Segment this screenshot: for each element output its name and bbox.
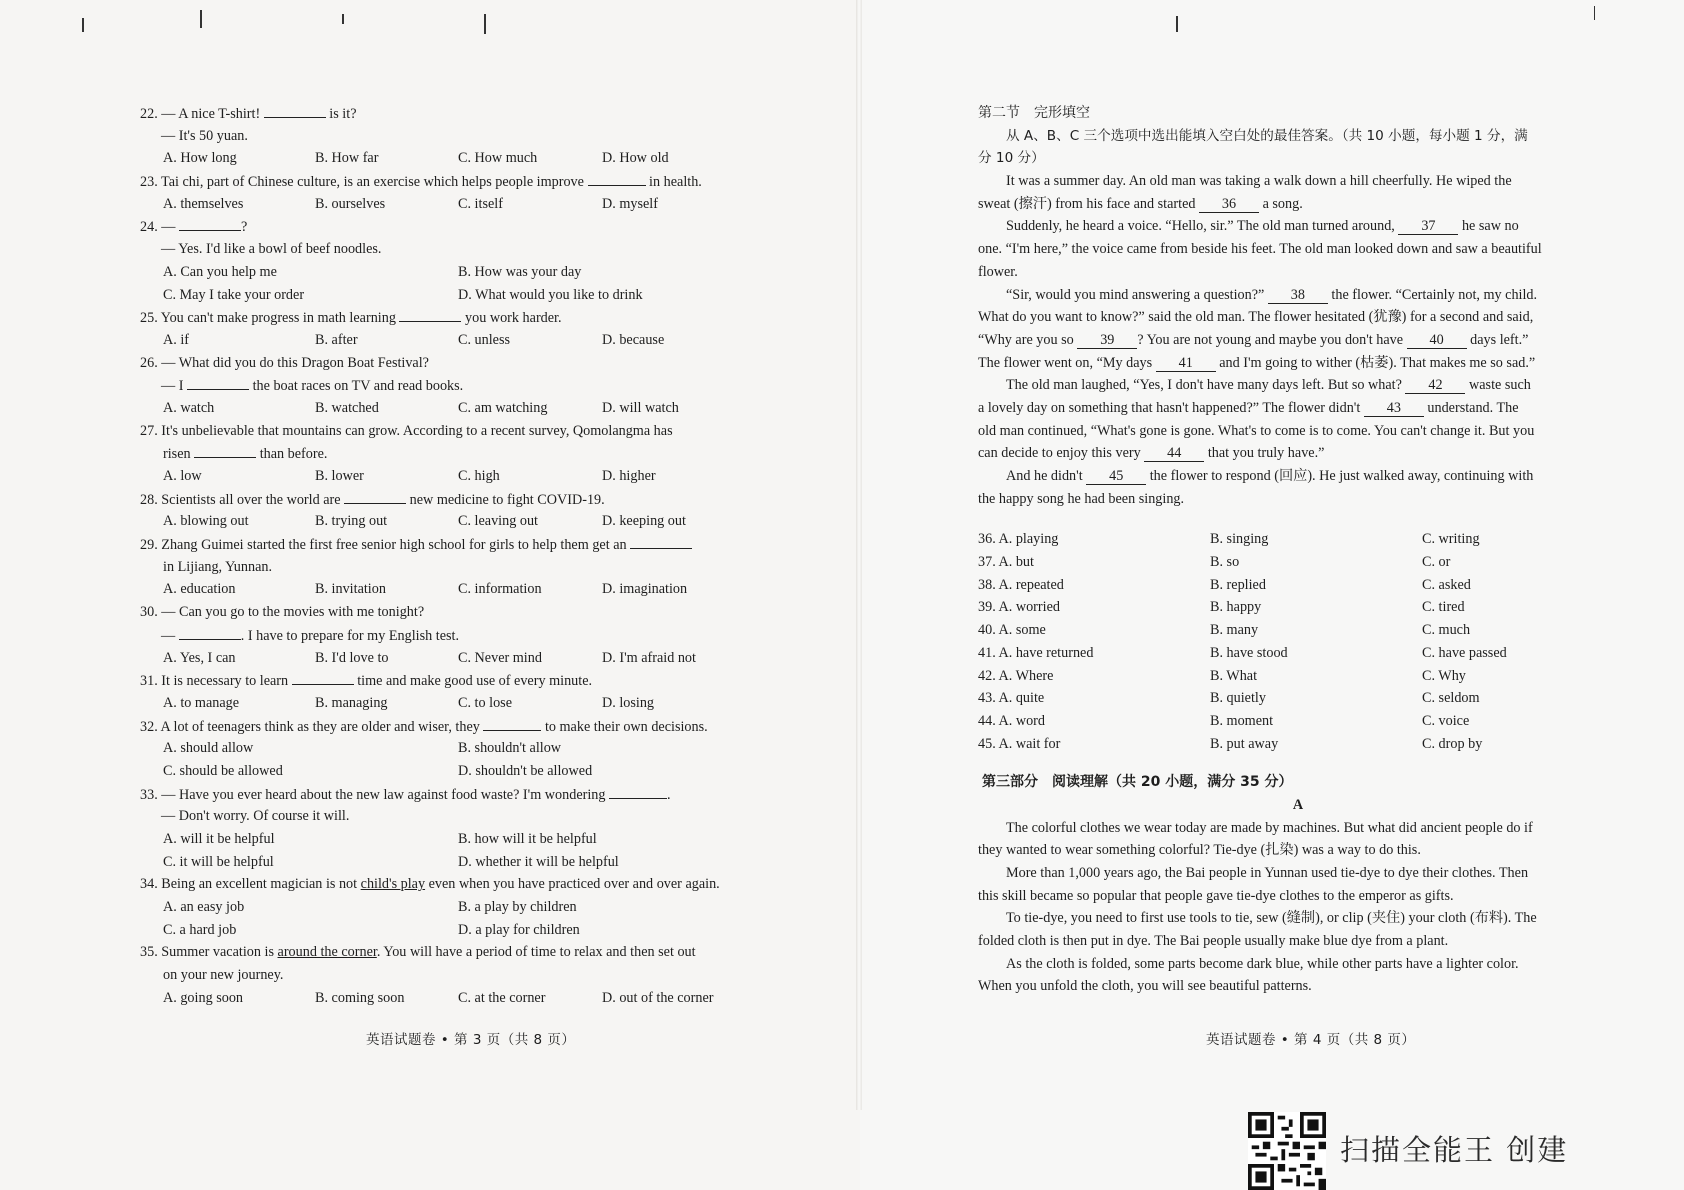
reading-line: this skill became so popular that people gave tie-dye clothes to the emperor as gifts.	[978, 887, 1454, 904]
cloze-line: one. “I'm here,” the voice came from beside his feet. The old man looked down and saw a beautiful	[978, 241, 1542, 258]
choice-row: 45. A. wait for B. put away C. drop by	[978, 735, 1483, 752]
section2-title: 第二节 完形填空	[978, 105, 1090, 121]
cloze-line: The flower went on, “My days 41 and I'm going to wither (枯萎). That makes me so sad.”	[978, 354, 1536, 371]
cloze-line: “Why are you so 39 ? You are not young and maybe you don't have 40 days left.”	[978, 331, 1529, 348]
q34-stem: 34. Being an excellent magician is not child's play even when you have practiced over and over again.	[140, 876, 720, 893]
cloze-choices	[978, 528, 1626, 755]
cloze-line: The old man laughed, “Yes, I don't have many days left. But so what? 42 waste such	[1006, 377, 1531, 394]
right-content	[978, 102, 1626, 998]
left-questions	[140, 102, 780, 1010]
reading-line: When you unfold the cloth, you will see beautiful patterns.	[978, 978, 1312, 995]
q29-stem: 29. Zhang Guimei started the first free senior high school for girls to help them get an	[140, 533, 780, 556]
q24-stem: 24. — ?	[140, 215, 780, 238]
q32-options-cd: C. should be allowed D. shouldn't be allowed	[163, 762, 593, 779]
q32-options-ab: A. should allow B. shouldn't allow	[163, 740, 562, 757]
q35-stem: 35. Summer vacation is around the corner. You will have a period of time to relax and then set out	[140, 944, 696, 961]
q24-reply: — Yes. I'd like a bowl of beef noodles.	[161, 241, 382, 258]
q33-options-cd: C. it will be helpful D. whether it will be helpful	[163, 853, 619, 870]
cloze-line: flower.	[978, 263, 1018, 280]
q26-stem: 26. — What did you do this Dragon Boat Festival?	[140, 354, 429, 371]
reading-line: To tie-dye, you need to first use tools to tie, sew (缝制), or clip (夹住) your cloth (布料). The	[1006, 910, 1537, 927]
q30-options: A. Yes, I can B. I'd love to C. Never mind D. I'm afraid not	[163, 649, 696, 666]
q31-stem: 31. It is necessary to learn time and make good use of every minute.	[140, 669, 780, 692]
passage-a-label: A	[1292, 796, 1304, 813]
scan-mark	[484, 14, 486, 34]
q30-reply: — . I have to prepare for my English test.	[140, 624, 780, 647]
section3-title: 第三部分 阅读理解（共 20 小题，满分 35 分）	[982, 774, 1293, 791]
choice-row: 41. A. have returned B. have stood C. have passed	[978, 644, 1507, 661]
q25-options: A. if B. after C. unless D. because	[163, 331, 665, 348]
q27-options: A. low B. lower C. high D. higher	[163, 468, 656, 484]
scan-mark	[1176, 16, 1178, 32]
cloze-line: It was a summer day. An old man was taking a walk down a hill cheerfully. He wiped the	[1006, 173, 1512, 190]
q35-cont: on your new journey.	[163, 967, 284, 984]
q28-stem: 28. Scientists all over the world are new medicine to fight COVID-19.	[140, 488, 780, 511]
q34-options-ab: A. an easy job B. a play by children	[163, 899, 577, 916]
reading-line: More than 1,000 years ago, the Bai people in Yunnan used tie-dye to dye their clothes. Then	[1006, 865, 1529, 881]
cloze-line: What do you want to know?” said the old man. The flower hesitated (犹豫) for a second and said,	[978, 309, 1534, 326]
choice-row: 42. A. Where B. What C. Why	[978, 667, 1466, 684]
reading-line: As the cloth is folded, some parts become dark blue, while other parts have a lighter color.	[1006, 955, 1519, 972]
choice-row: 36. A. playing B. singing C. writing	[978, 531, 1480, 548]
q23-options: A. themselves B. ourselves C. itself D. myself	[163, 195, 658, 212]
cloze-line: old man continued, “What's gone is gone. What's to come is to come. You can't change it. But you	[978, 422, 1535, 439]
choice-row: 40. A. some B. many C. much	[978, 622, 1471, 639]
cloze-line: sweat (擦汗) from his face and started 36 a song.	[978, 195, 1303, 212]
q33-options-ab: A. will it be helpful B. how will it be helpful	[163, 831, 597, 847]
choice-row: 44. A. word B. moment C. voice	[978, 712, 1470, 729]
left-page-footer: 英语试题卷 • 第 3 页（共 8 页）	[366, 1032, 576, 1048]
scan-mark	[342, 14, 344, 24]
q28-options: A. blowing out B. trying out C. leaving out D. keeping out	[163, 513, 686, 530]
choice-row: 38. A. repeated B. replied C. asked	[978, 576, 1471, 593]
reading-line: The colorful clothes we wear today are made by machines. But what did ancient people do if	[1006, 819, 1533, 836]
q22-reply: — It's 50 yuan.	[161, 127, 248, 144]
cloze-line: “Sir, would you mind answering a question?” 38 the flower. “Certainly not, my child.	[1006, 286, 1538, 303]
q22-stem: 22. — A nice T-shirt! is it?	[140, 102, 780, 125]
scan-mark	[82, 18, 84, 32]
choice-row: 37. A. but B. so C. or	[978, 554, 1451, 571]
q34-options-cd: C. a hard job D. a play for children	[163, 921, 580, 938]
cloze-line: And he didn't 45 the flower to respond (回应). He just walked away, continuing with	[1006, 468, 1534, 484]
q29-options: A. education B. invitation C. information D. imagination	[163, 581, 688, 598]
right-page-footer: 英语试题卷 • 第 4 页（共 8 页）	[1206, 1032, 1416, 1048]
q26-reply: — I the boat races on TV and read books.	[140, 374, 780, 397]
q29-cont: in Lijiang, Yunnan.	[163, 558, 273, 575]
reading-line: folded cloth is then put in dye. The Bai people usually make blue dye from a plant.	[978, 933, 1449, 950]
cloze-line: can decide to enjoy this very 44 that you truly have.”	[978, 445, 1325, 462]
q26-options: A. watch B. watched C. am watching D. will watch	[163, 399, 679, 416]
q33-reply: — Don't worry. Of course it will.	[161, 808, 350, 825]
q35-options: A. going soon B. coming soon C. at the corner D. out of the corner	[163, 989, 714, 1006]
choice-row: 43. A. quite B. quietly C. seldom	[978, 690, 1480, 707]
q24-options-ab: A. Can you help me B. How was your day	[163, 263, 582, 280]
section2-instructions-cont: 分 10 分）	[978, 150, 1045, 167]
section2-instructions: 从 A、B、C 三个选项中选出能填入空白处的最佳答案。（共 10 小题，每小题 1 分，满	[1006, 127, 1528, 144]
cloze-line: Suddenly, he heard a voice. “Hello, sir.” The old man turned around, 37 he saw no	[1006, 218, 1519, 235]
q22-options: A. How long B. How far C. How much D. How old	[163, 150, 669, 167]
reading-line: they wanted to wear something colorful? Tie-dye (扎染) was a way to do this.	[978, 842, 1421, 859]
q27-cont: risen than before.	[140, 442, 780, 465]
choice-row: 39. A. worried B. happy C. tired	[978, 599, 1465, 616]
scanner-watermark: 扫描全能王 创建	[1340, 1133, 1569, 1167]
q24-options-cd: C. May I take your order D. What would you like to drink	[163, 286, 643, 303]
q23-stem: 23. Tai chi, part of Chinese culture, is an exercise which helps people improve in health.	[140, 170, 780, 193]
page-divider	[856, 0, 862, 1110]
q33-stem: 33. — Have you ever heard about the new law against food waste? I'm wondering .	[140, 783, 780, 806]
q31-options: A. to manage B. managing C. to lose D. losing	[163, 694, 655, 711]
scan-mark	[200, 10, 202, 28]
q32-stem: 32. A lot of teenagers think as they are older and wiser, they to make their own decisions.	[140, 715, 780, 738]
cloze-line: a lovely day on something that hasn't happened?” The flower didn't 43 understand. The	[978, 399, 1519, 416]
q27-stem: 27. It's unbelievable that mountains can grow. According to a recent survey, Qomolangma has	[140, 422, 673, 439]
q30-stem: 30. — Can you go to the movies with me tonight?	[140, 604, 425, 621]
q25-stem: 25. You can't make progress in math learning you work harder.	[140, 306, 780, 329]
cloze-line: the happy song he had been singing.	[978, 490, 1185, 507]
qr-code-icon	[1248, 1112, 1326, 1190]
scan-mark	[1594, 6, 1595, 20]
